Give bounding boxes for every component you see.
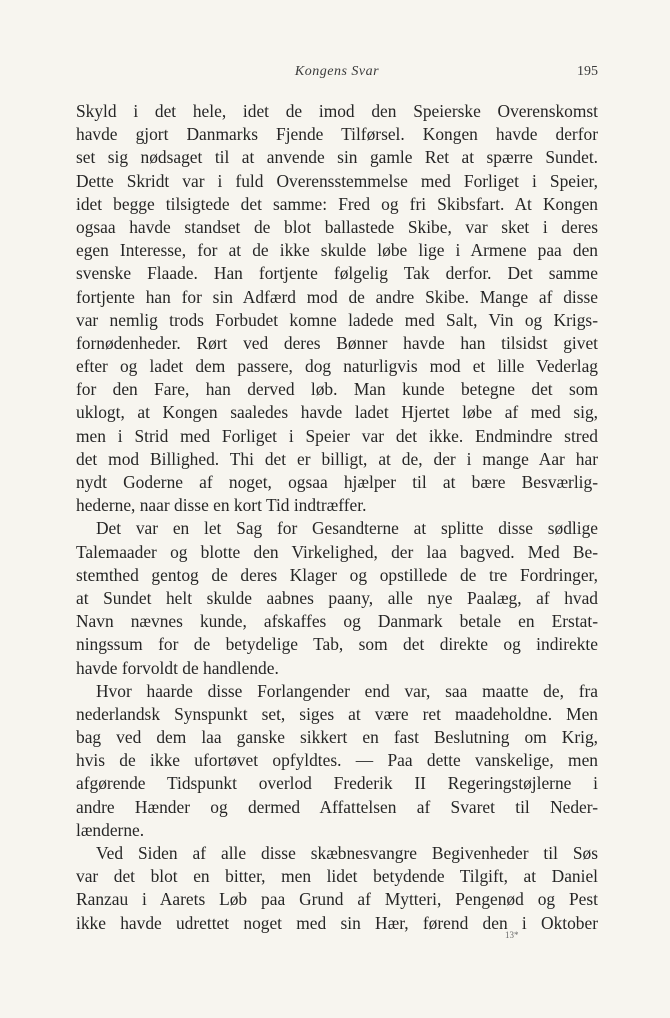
text-line: andre Hænder og dermed Affattelsen af Svaret til Neder-	[76, 796, 598, 817]
text-line: svenske Flaade. Han fortjente følgelig Tak derfor. Det samme	[76, 263, 598, 284]
text-line: hederne, naar disse en kort Tid indtræffer.	[76, 495, 367, 516]
text-line: havde gjort Danmarks Fjende Tilførsel. Kongen havde derfor	[76, 124, 598, 145]
text-line: Talemaader og blotte den Virkelighed, der laa bagved. Med Be-	[76, 541, 598, 562]
text-line: for den Fare, han derved løb. Man kunde betegne det som	[76, 379, 598, 400]
text-line: stemthed gentog de deres Klager og opstillede de tre Fordringer,	[76, 564, 598, 585]
text-line: ikke havde udrettet noget med sin Hær, førend den i Oktober	[76, 912, 598, 933]
page-header	[76, 64, 598, 86]
text-line: havde forvoldt de handlende.	[76, 657, 279, 678]
page-number: 195	[577, 64, 598, 79]
text-line: det mod Billighed. Thi det er billigt, at de, der i mange Aar har	[76, 448, 598, 469]
text-line: var nemlig trods Forbudet komne ladede med Salt, Vin og Krigs-	[76, 309, 598, 330]
text-line: nydt Goderne af noget, ogsaa hjælper til at bære Besværlig-	[76, 472, 598, 492]
text-line: ningssum for de betydelige Tab, som det direkte og indirekte	[76, 634, 598, 655]
body-text	[76, 100, 598, 935]
text-line: Hvor haarde disse Forlangender end var, saa maatte de, fra	[96, 680, 598, 701]
text-line: at Sundet helt skulde aabnes paany, alle nye Paalæg, af hvad	[76, 587, 598, 608]
text-line: var det blot en bitter, men lidet betydende Tilgift, at Daniel	[76, 866, 598, 887]
text-line: Dette Skridt var i fuld Overensstemmelse med Forliget i Speier,	[76, 170, 598, 191]
text-line: idet begge tilsigtede det samme: Fred og fri Skibsfart. At Kongen	[76, 193, 598, 214]
text-line: set sig nødsaget til at anvende sin gamle Ret at spærre Sundet.	[76, 147, 598, 168]
running-title: Kongens Svar	[294, 64, 380, 79]
text-line: Navn nævnes kunde, afskaffes og Danmark betale en Erstat-	[76, 611, 598, 632]
text-line: fortjente han for sin Adfærd mod de andre Skibe. Mange af disse	[76, 286, 598, 307]
text-line: egen Interesse, for at de ikke skulde løbe lige i Armene paa den	[76, 240, 598, 261]
text-line: efter og ladet dem passere, dog naturligvis mod et lille Vederlag	[76, 356, 598, 377]
text-line: nederlandsk Synspunkt set, siges at være ret maadeholdne. Men	[76, 703, 598, 724]
text-line: Skyld i det hele, idet de imod den Speierske Overenskomst	[76, 101, 598, 121]
text-line: men i Strid med Forliget i Speier var det ikke. Endmindre stred	[76, 425, 598, 446]
text-line: Det var en let Sag for Gesandterne at splitte disse sødlige	[96, 518, 598, 539]
text-line: Ved Siden af alle disse skæbnesvangre Begivenheder til Søs	[96, 843, 598, 863]
text-line: bag ved dem laa ganske sikkert en fast Beslutning om Krig,	[76, 727, 598, 748]
signature-mark: 13*	[505, 930, 519, 940]
text-line: Ranzau i Aarets Løb paa Grund af Mytteri, Pengenød og Pest	[76, 889, 598, 910]
text-line: hvis de ikke ufortøvet opfyldtes. — Paa dette vanskelige, men	[76, 750, 598, 771]
text-line: uklogt, at Kongen saaledes havde ladet Hjertet løbe af med sig,	[76, 402, 598, 423]
text-line: fornødenheder. Rørt ved deres Bønner havde han tilsidst givet	[76, 332, 598, 353]
text-line: ogsaa havde standset de blot ballastede Skibe, var sket i deres	[76, 216, 598, 237]
text-line: afgørende Tidspunkt overlod Frederik II Regeringstøjlerne i	[76, 773, 598, 794]
text-line: lænderne.	[76, 819, 145, 840]
